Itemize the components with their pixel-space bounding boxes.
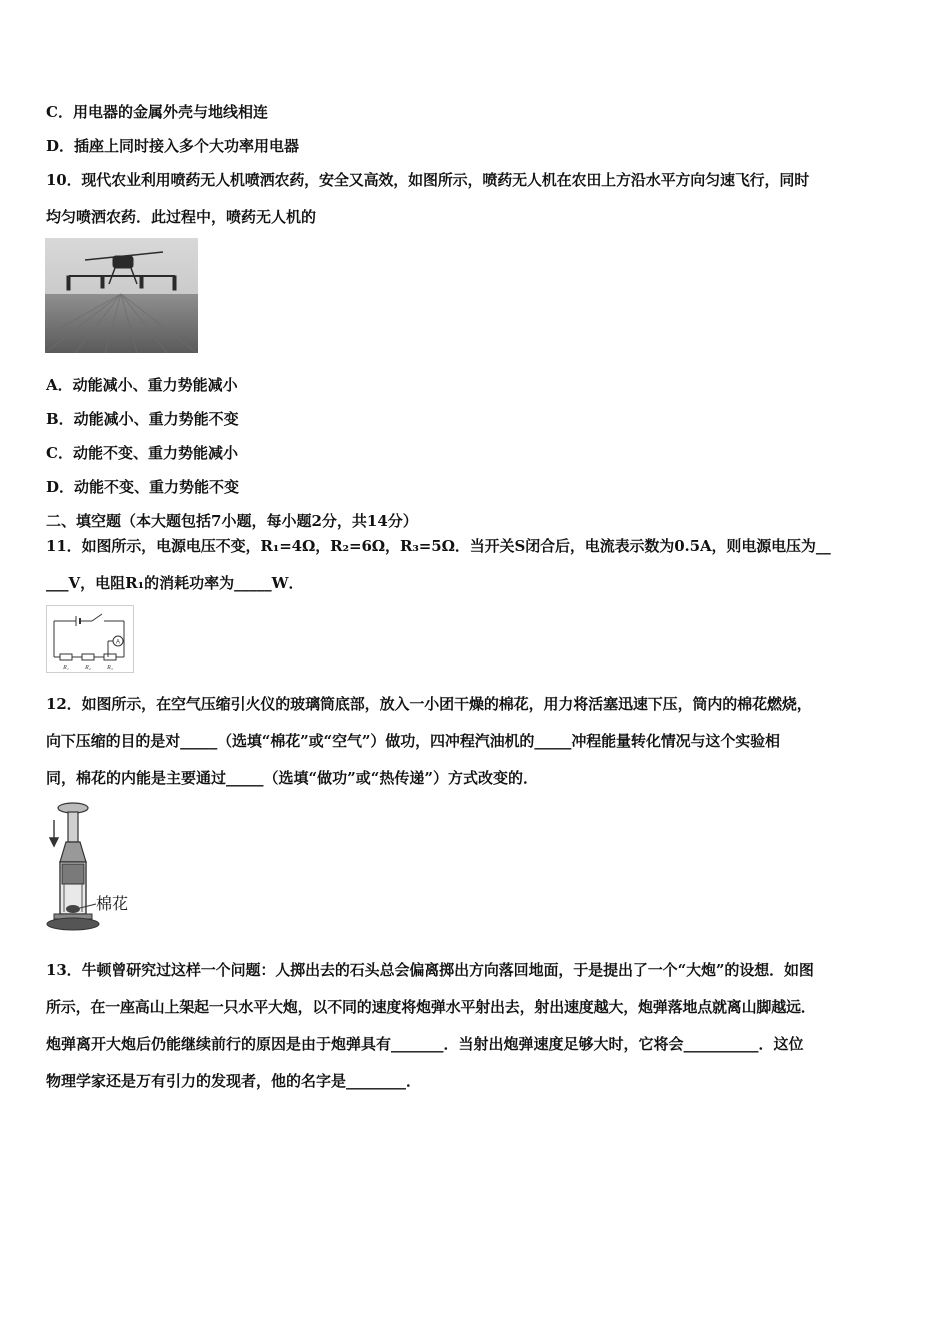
resistor-r3-label: R₃ bbox=[107, 665, 113, 671]
section-heading: 二、填空题（本大题包括7小题，每小题2分，共14分） bbox=[46, 512, 418, 530]
q13-stem-line2: 所示，在一座高山上架起一只水平大炮，以不同的速度将炮弹水平射出去，射出速度越大，炮弹落地点就离山脚越远． bbox=[46, 998, 816, 1016]
q10-option-c: C．动能不变、重力势能减小 bbox=[46, 444, 238, 462]
cotton-label: 棉花 bbox=[96, 894, 129, 913]
ammeter-label: A bbox=[115, 639, 121, 646]
q12-stem-line3: 同，棉花的内能是主要通过_____（选填“做功”或“热传递”）方式改变的． bbox=[46, 769, 539, 787]
q13-stem-line3: 炮弹离开大炮后仍能继续前行的原因是由于炮弹具有_______．当射出炮弹速度足够大时，它将会__________．这位 bbox=[46, 1035, 804, 1053]
circuit-diagram bbox=[46, 605, 134, 673]
q11-stem-line1: 11．如图所示，电源电压不变，R₁=4Ω，R₂=6Ω，R₃=5Ω．当开关S闭合后，电流表示数为0.5A，则电源电压为__ bbox=[46, 537, 831, 555]
drone-photo bbox=[45, 238, 198, 353]
resistor-r1-label: R₁ bbox=[63, 665, 69, 671]
q10-stem-line2: 均匀喷洒农药．此过程中，喷药无人机的 bbox=[46, 208, 317, 226]
q11-stem-line2: ___V，电阻R₁的消耗功率为_____W． bbox=[46, 574, 304, 592]
q13-stem-line4: 物理学家还是万有引力的发现者，他的名字是________． bbox=[46, 1072, 422, 1090]
fire-piston-apparatus bbox=[40, 800, 140, 933]
q13-stem-line1: 13．牛顿曾研究过这样一个问题：人掷出去的石头总会偏离掷出方向落回地面，于是提出了一个“大炮”的设想．如图 bbox=[46, 961, 814, 979]
resistor-r2-label: R₂ bbox=[85, 665, 91, 671]
q10-option-a: A．动能减小、重力势能减小 bbox=[46, 376, 238, 394]
option-d-prev: D．插座上同时接入多个大功率用电器 bbox=[46, 137, 300, 155]
q12-stem-line2: 向下压缩的目的是对_____（选填“棉花”或“空气”）做功，四冲程汽油机的_____冲程能量转化情况与这个实验相 bbox=[46, 732, 780, 750]
option-c-prev: C．用电器的金属外壳与地线相连 bbox=[46, 103, 268, 121]
q12-stem-line1: 12．如图所示，在空气压缩引火仪的玻璃筒底部，放入一小团干燥的棉花，用力将活塞迅速下压，筒内的棉花燃烧， bbox=[46, 695, 812, 713]
q10-option-d: D．动能不变、重力势能不变 bbox=[46, 478, 240, 496]
q10-option-b: B．动能减小、重力势能不变 bbox=[46, 410, 239, 428]
q10-stem-line1: 10．现代农业利用喷药无人机喷洒农药，安全又高效，如图所示，喷药无人机在农田上方沿水平方向匀速飞行，同时 bbox=[46, 171, 810, 189]
